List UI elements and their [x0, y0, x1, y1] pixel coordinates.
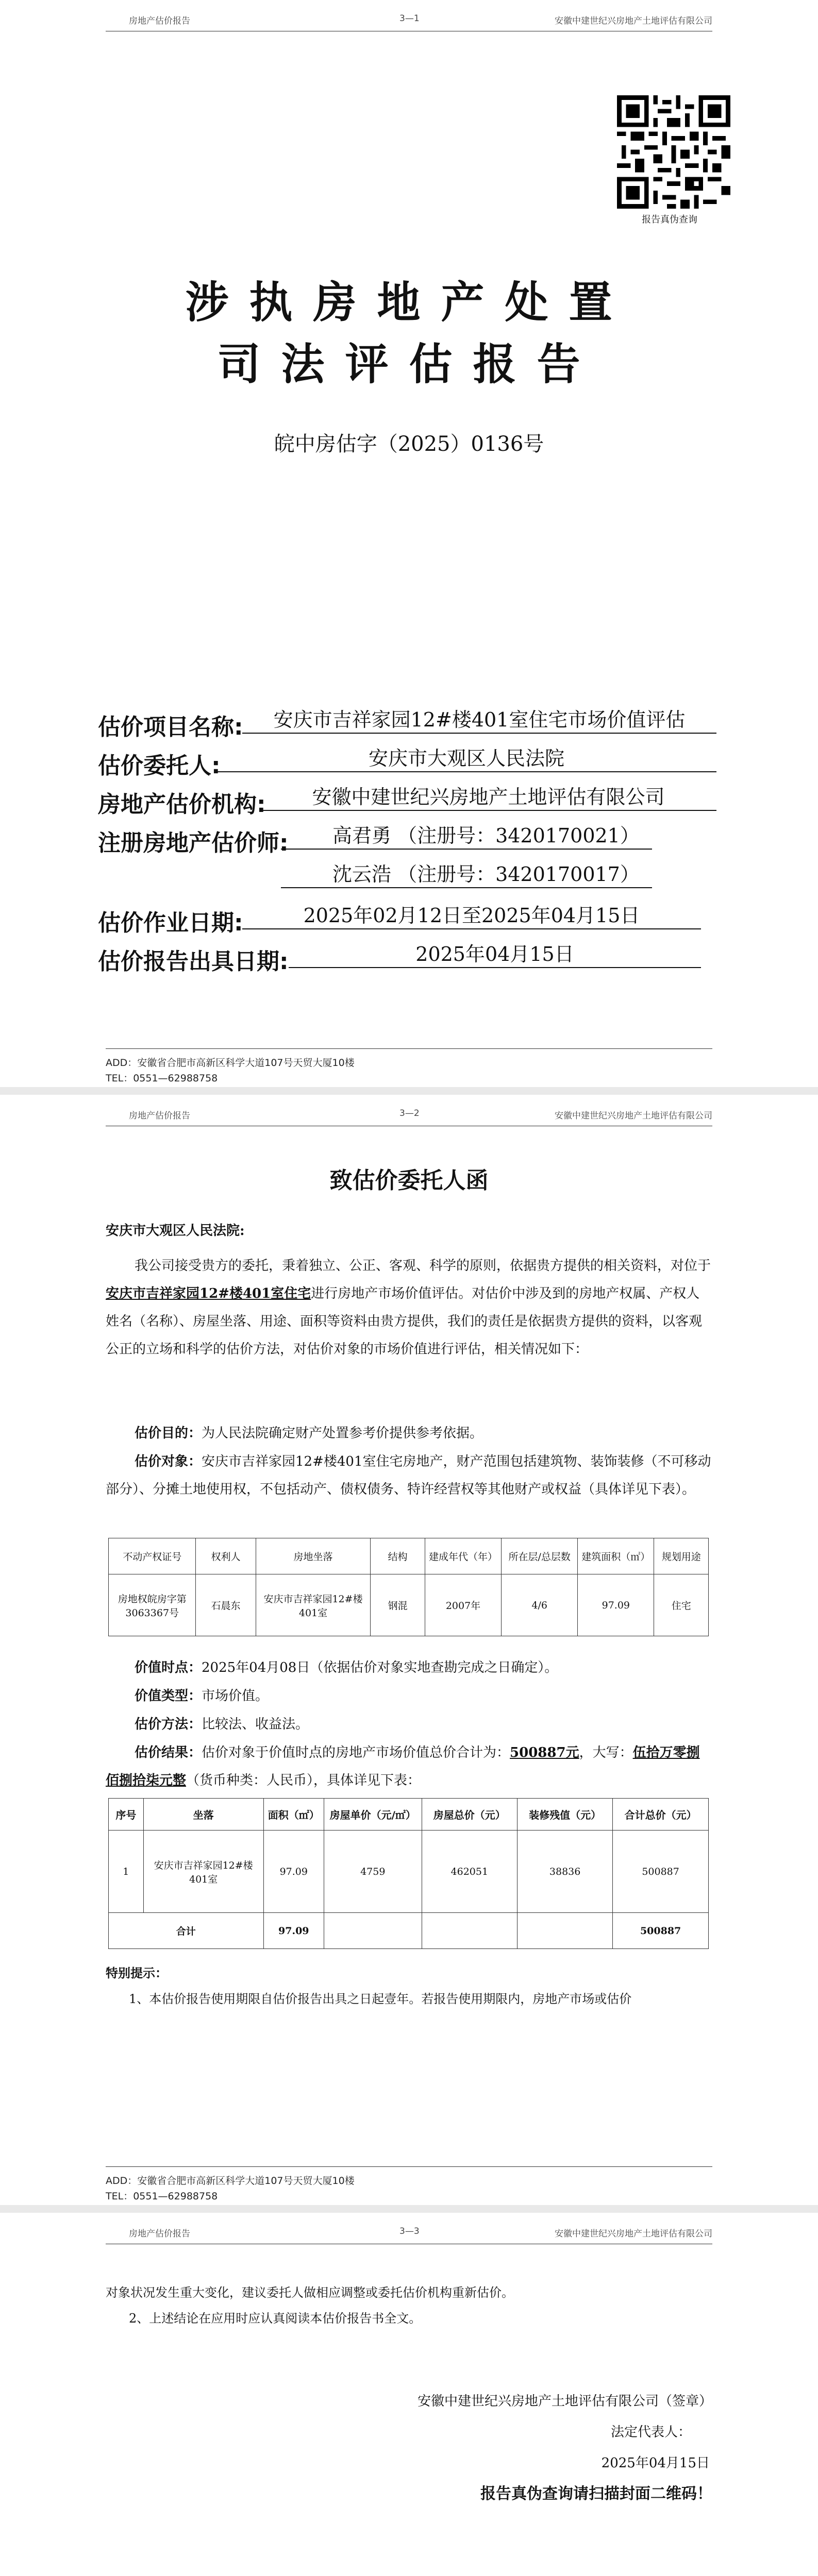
table-header-cell: 建成年代（年）: [425, 1538, 501, 1574]
cover-page: [0, 0, 818, 1087]
report-number: 皖中房估字（2025）0136号: [274, 432, 544, 456]
page-footer: [106, 1048, 712, 1086]
cover-value-issue-date: 2025年04月15日: [289, 941, 701, 968]
qr-caption: 报告真伪查询: [642, 214, 697, 225]
qr-code-icon[interactable]: [617, 95, 730, 209]
signature-representative: 法定代表人：: [611, 2425, 692, 2440]
table-total-row: 合计 97.09 500887: [109, 1913, 709, 1949]
property-table: [108, 1538, 709, 1636]
cover-value-agency: 安徽中建世纪兴房地产土地评估有限公司: [260, 784, 716, 811]
header-right: 安徽中建世纪兴房地产土地评估有限公司: [555, 2229, 712, 2239]
letter-object: 估价对象：安庆市吉祥家园12#楼401室住宅房地产，财产范围包括建筑物、装饰装修（不可移动部分）、分摊土地使用权，不包括动产、债权债务、特许经营权等其他财产或权益（具体详见下表）。: [106, 1454, 711, 1497]
cover-value-appraiser-1: 高君勇 （注册号：3420170021）: [281, 823, 652, 850]
letter-addressee: 安庆市大观区人民法院:: [106, 1223, 245, 1239]
page-footer: [106, 2166, 712, 2204]
footer-address: ADD：安徽省合肥市高新区科学大道107号天贸大厦10楼: [106, 2175, 355, 2187]
notice-1b: 对象状况发生重大变化，建议委托人做相应调整或委托估价机构重新估价。: [106, 2285, 514, 2300]
notice-2: 2、上述结论在应用时应认真阅读本估价报告书全文。: [129, 2311, 422, 2326]
table-header-cell: 权利人: [196, 1538, 256, 1574]
header-right: 安徽中建世纪兴房地产土地评估有限公司: [555, 1111, 712, 1121]
notice-label: 特别提示：: [106, 1965, 168, 1980]
cover-label-issue-date: 估价报告出具日期:: [98, 948, 289, 975]
cover-label-agency: 房地产估价机构:: [98, 791, 266, 818]
letter-value-type: 价值类型：市场价值。: [135, 1688, 269, 1704]
header-page-number: 3—1: [399, 13, 420, 24]
letter-page-continued: [0, 2213, 818, 2576]
cover-value-project: 安庆市吉祥家园12#楼401室住宅市场价值评估: [242, 707, 716, 734]
page-header: [0, 2213, 818, 2244]
table-row: 1 安庆市吉祥家园12#楼401室 97.09 4759 462051 38836 500887: [109, 1831, 709, 1913]
cover-label-project: 估价项目名称:: [98, 714, 243, 740]
letter-intro: 我公司接受贵方的委托，秉着独立、公正、客观、科学的原则，依据贵方提供的相关资料，对位于安庆市吉祥家园12#楼401室住宅进行房地产市场价值评估。对估价中涉及到的房地产权属、产权人姓名（名称）、房屋坐落、用途、面积等资料由贵方提供，我们的责任是依据贵方提供的资料，以客观公正的立场和科学的估价方法，对估价对象的市场价值进行评估，相关情况如下：: [106, 1258, 711, 1357]
page-header: [0, 0, 818, 31]
header-page-number: 3—3: [399, 2226, 420, 2236]
table-header-cell: 所在层/总层数: [502, 1538, 578, 1574]
valuation-table: [108, 1798, 709, 1949]
header-left: 房地产估价报告: [129, 2229, 190, 2239]
cover-title-line1: 涉执房地产处置: [185, 277, 633, 328]
cover-label-appraiser: 注册房地产估价师:: [98, 830, 289, 856]
signature-company: 安徽中建世纪兴房地产土地评估有限公司（签章）: [417, 2394, 712, 2409]
table-header-cell: 规划用途: [654, 1538, 709, 1574]
letter-method: 估价方法：比较法、收益法。: [135, 1717, 309, 1732]
table-row: 房地权皖房字第3063367号 石晨东 安庆市吉祥家园12#楼401室 钢混 2007年 4/6 97.09 住宅: [109, 1574, 709, 1636]
letter-page: [0, 1095, 818, 2205]
footer-tel: TEL：0551—62988758: [106, 2191, 218, 2202]
page-header: [0, 1095, 818, 1126]
cover-title-line2: 司法评估报告: [217, 338, 601, 389]
verify-notice: 报告真伪查询请扫描封面二维码！: [480, 2485, 712, 2503]
footer-address: ADD：安徽省合肥市高新区科学大道107号天贸大厦10楼: [106, 1057, 355, 1069]
cover-label-work-dates: 估价作业日期:: [98, 910, 243, 936]
cover-label-client: 估价委托人:: [98, 753, 221, 779]
header-page-number: 3—2: [399, 1108, 420, 1118]
letter-result: 估价结果：估价对象于价值时点的房地产市场价值总价合计为：500887元，大写：伍拾万零捌佰捌拾柒元整（货币种类：人民币），具体详见下表：: [106, 1745, 700, 1788]
header-right: 安徽中建世纪兴房地产土地评估有限公司: [555, 16, 712, 26]
letter-purpose: 估价目的：为人民法院确定财产处置参考价提供参考依据。: [135, 1426, 483, 1441]
header-left: 房地产估价报告: [129, 1111, 190, 1121]
table-header-cell: 结构: [371, 1538, 425, 1574]
header-left: 房地产估价报告: [129, 16, 190, 26]
letter-title: 致估价委托人函: [329, 1167, 489, 1194]
table-header-row: [109, 1538, 709, 1574]
table-header-cell: 房地坐落: [256, 1538, 371, 1574]
cover-value-client: 安庆市大观区人民法院: [216, 745, 716, 772]
letter-value-date: 价值时点：2025年04月08日（依据估价对象实地查勘完成之日确定）。: [135, 1660, 558, 1675]
table-header-cell: 不动产权证号: [109, 1538, 196, 1574]
footer-tel: TEL：0551—62988758: [106, 1073, 218, 1084]
table-header-cell: 建筑面积（㎡）: [578, 1538, 654, 1574]
table-header-row: 序号 坐落 面积（㎡） 房屋单价（元/㎡） 房屋总价（元） 装修残值（元） 合计总价（元）: [109, 1799, 709, 1831]
notice-1a: 1、本估价报告使用期限自估价报告出具之日起壹年。若报告使用期限内，房地产市场或估价: [129, 1992, 632, 2006]
signature-date: 2025年04月15日: [601, 2455, 710, 2471]
cover-value-appraiser-2: 沈云浩 （注册号：3420170017）: [281, 861, 652, 888]
cover-value-work-dates: 2025年02月12日至2025年04月15日: [242, 903, 701, 929]
